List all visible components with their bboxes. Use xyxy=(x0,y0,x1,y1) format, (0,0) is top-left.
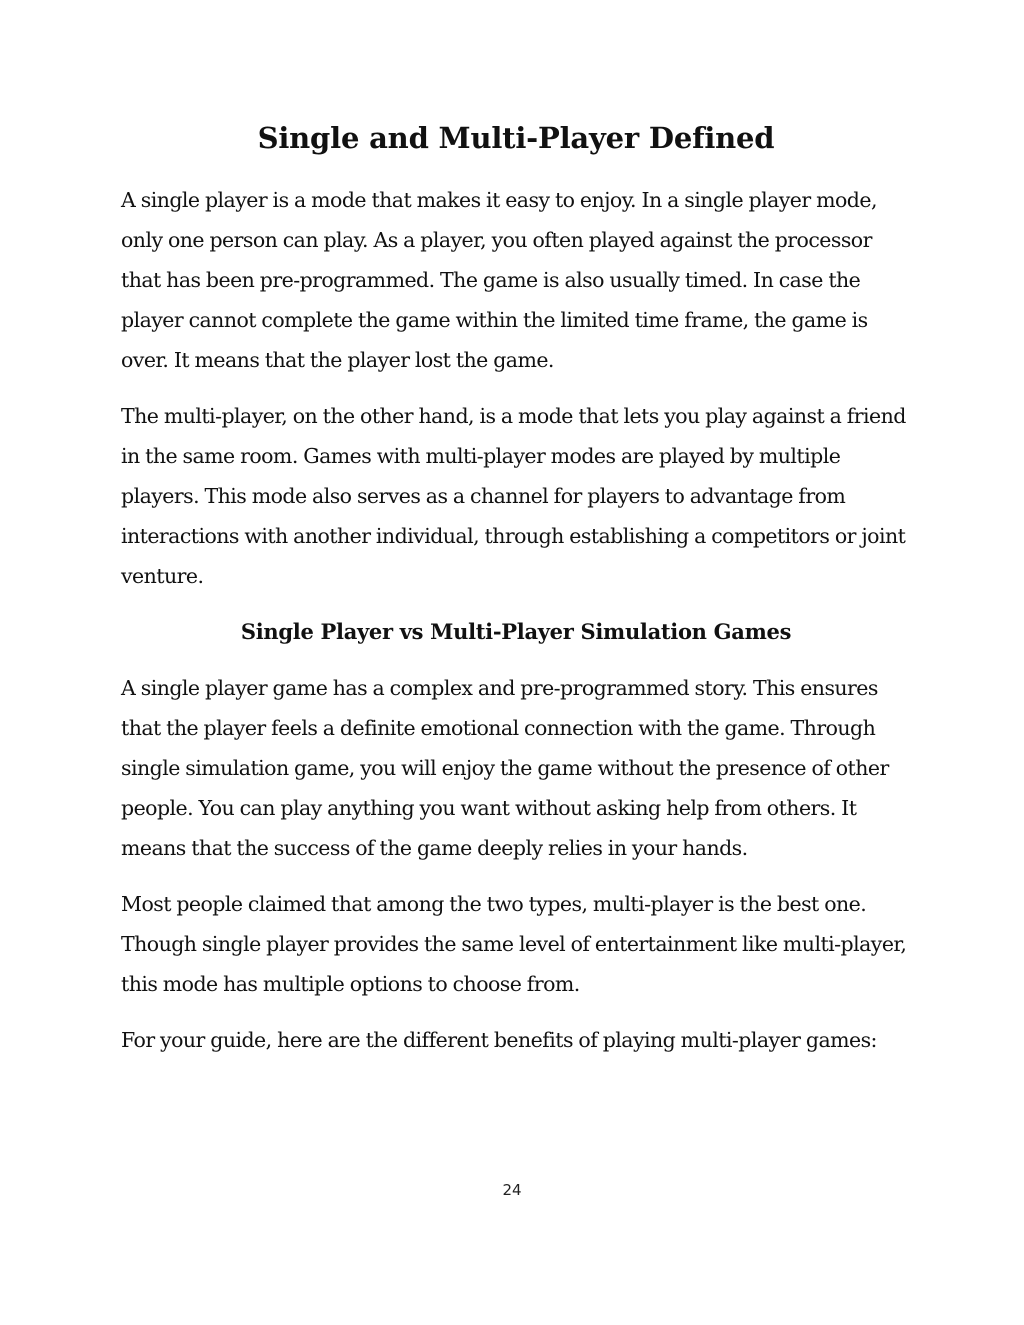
paragraph-single-player-definition: A single player is a mode that makes it easy to enjoy. In a single player mode, only one person can play. As a player, you often played against the processor that has been pre-programmed. The game is also usually timed. In case the player cannot complete the game within the limited time frame, the game is over. It means that the player lost the game. xyxy=(121,188,877,372)
page-title: Single and Multi-Player Defined xyxy=(257,121,775,155)
paragraph-multi-player-definition: The multi-player, on the other hand, is a mode that lets you play against a friend in the same room. Games with multi-player modes are played by multiple players. This mode also serves as a channel for players to advantage from interactions with another individual, through establishing a competitors or joint venture. xyxy=(121,404,906,588)
paragraph-comparison: Most people claimed that among the two types, multi-player is the best one. Though single player provides the same level of entertainment like multi-player, this mode has multiple options to choose from. xyxy=(121,892,907,996)
paragraph-benefits-intro: For your guide, here are the different benefits of playing multi-player games: xyxy=(121,1028,877,1052)
paragraph-single-player-game: A single player game has a complex and pre-programmed story. This ensures that the player feels a definite emotional connection with the game. Through single simulation game, you will enjoy the game without the presence of other people. You can play anything you want without asking help from others. It means that the success of the game deeply relies in your hands. xyxy=(121,676,889,860)
page-number: 24 xyxy=(502,1181,522,1199)
page-content xyxy=(121,118,911,1076)
section-subheading: Single Player vs Multi-Player Simulation Games xyxy=(240,619,792,644)
